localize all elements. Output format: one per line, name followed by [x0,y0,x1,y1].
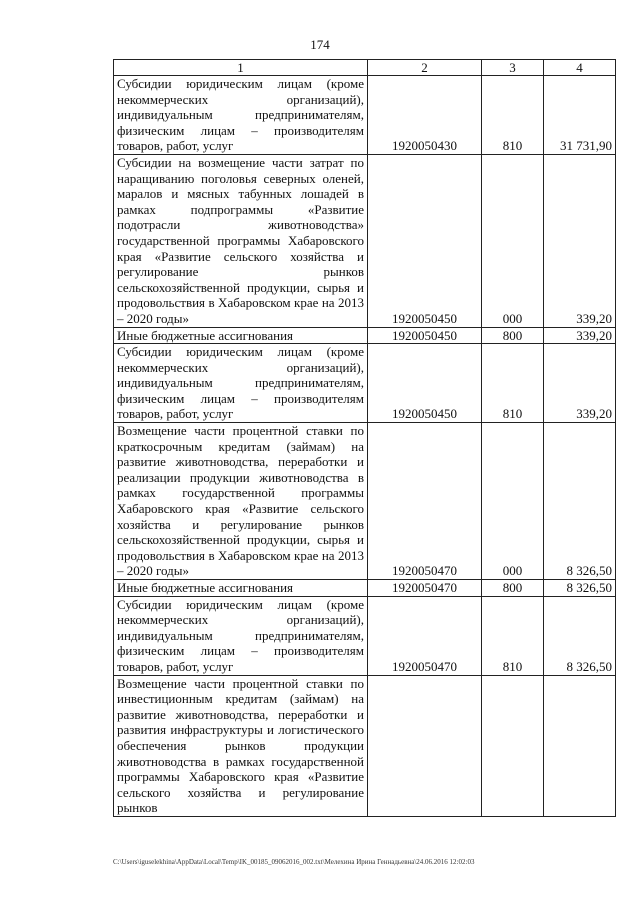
table-row [114,344,616,423]
row-code-cell: 1920050430 [368,76,482,155]
row-name-cell: Субсидии юридическим лицам (кроме некоммерческих организаций), индивидуальным предпринимателям, физическим лицам – производителям товаров, работ, услуг [114,596,368,675]
row-name-cell: Иные бюджетные ассигнования [114,580,368,597]
row-code-cell: 1920050450 [368,154,482,327]
table-row [114,596,616,675]
row-type-cell: 000 [482,154,544,327]
row-name-cell: Иные бюджетные ассигнования [114,327,368,344]
row-type-cell: 800 [482,327,544,344]
row-code-cell: 1920050450 [368,327,482,344]
row-name-cell: Субсидии юридическим лицам (кроме некоммерческих организаций), индивидуальным предпринимателям, физическим лицам – производителям товаров, работ, услуг [114,76,368,155]
row-code-cell: 1920050470 [368,580,482,597]
table-row [114,154,616,327]
row-sum-cell [544,675,616,816]
column-header-1: 1 [114,60,368,76]
row-sum-cell: 31 731,90 [544,76,616,155]
row-type-cell: 000 [482,423,544,580]
footer-file-path: C:\Users\iguselekhina\AppData\Local\Temp\IK_00185_09062016_002.txt\Мелехина Ирина Геннадьевна\24.06.2016 12:02:03 [113,858,475,866]
row-sum-cell: 8 326,50 [544,596,616,675]
row-type-cell: 810 [482,596,544,675]
row-code-cell: 1920050470 [368,423,482,580]
row-type-cell: 810 [482,76,544,155]
table-row [114,423,616,580]
row-sum-cell: 8 326,50 [544,423,616,580]
column-header-4: 4 [544,60,616,76]
column-header-3: 3 [482,60,544,76]
row-sum-cell: 339,20 [544,154,616,327]
row-sum-cell: 339,20 [544,344,616,423]
row-code-cell [368,675,482,816]
row-name-cell: Возмещение части процентной ставки по инвестиционным кредитам (займам) на развитие животноводства, переработки и развития инфраструктуры и логистического обеспечения рынков продукции животноводства в рамках государственной программы Хабаровского края «Развитие сельского хозяйства и регулирование рынков [114,675,368,816]
page-number: 174 [310,37,330,52]
row-type-cell: 810 [482,344,544,423]
budget-table [113,59,616,817]
row-type-cell: 800 [482,580,544,597]
row-sum-cell: 339,20 [544,327,616,344]
table-row [114,327,616,344]
table-row [114,675,616,816]
column-header-2: 2 [368,60,482,76]
row-name-cell: Субсидии юридическим лицам (кроме некоммерческих организаций), индивидуальным предпринимателям, физическим лицам – производителям товаров, работ, услуг [114,344,368,423]
row-code-cell: 1920050450 [368,344,482,423]
row-code-cell: 1920050470 [368,596,482,675]
row-type-cell [482,675,544,816]
row-sum-cell: 8 326,50 [544,580,616,597]
table-row [114,580,616,597]
table-row [114,76,616,155]
row-name-cell: Субсидии на возмещение части затрат по наращиванию поголовья северных оленей, маралов и мясных табунных лошадей в рамках подпрограммы «Развитие подотрасли животноводства» государственной программы Хабаровского края «Развитие сельского хозяйства и регулирование рынков сельскохозяйственной продукции, сырья и продовольствия в Хабаровском крае на 2013 – 2020 годы» [114,154,368,327]
row-name-cell: Возмещение части процентной ставки по краткосрочным кредитам (займам) на развитие животноводства, переработки и реализации продукции животноводства в рамках государственной программы Хабаровского края «Развитие сельского хозяйства и регулирование рынков сельскохозяйственной продукции, сырья и продовольствия в Хабаровском крае на 2013 – 2020 годы» [114,423,368,580]
table-header-row [114,60,616,76]
